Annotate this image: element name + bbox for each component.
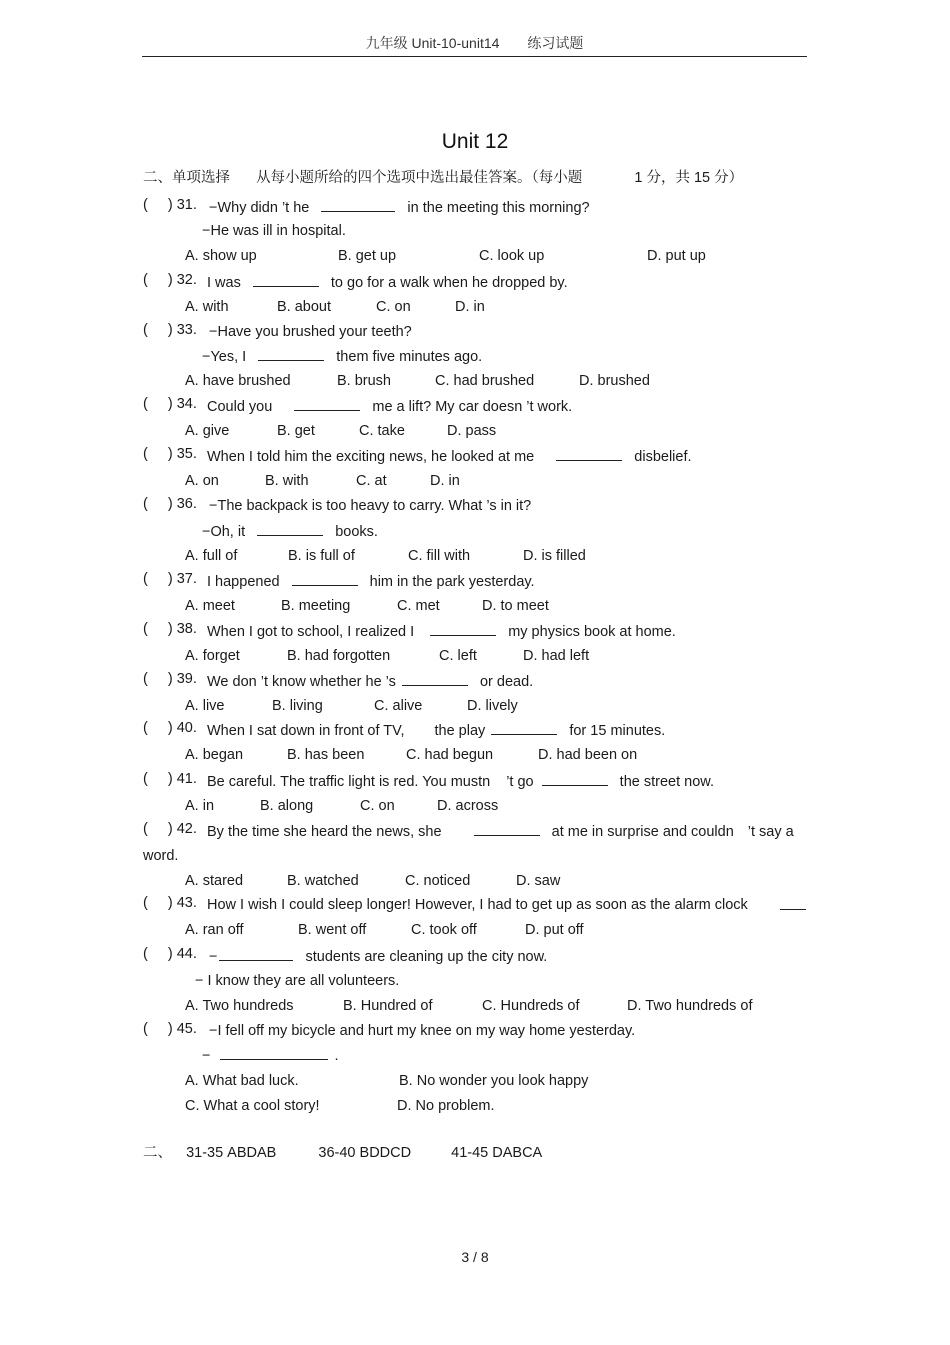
option-a: A. What bad luck. bbox=[185, 1073, 299, 1089]
answer-blank bbox=[491, 720, 557, 735]
option-b: B. living bbox=[272, 698, 323, 714]
option-c: C. take bbox=[359, 423, 405, 439]
answer-paren: ( ) 34. bbox=[143, 396, 197, 412]
option-a: A. have brushed bbox=[185, 373, 291, 389]
question-33: −Have you brushed your teeth? bbox=[209, 324, 412, 340]
answer-paren: ( ) 40. bbox=[143, 720, 197, 736]
option-a: A. on bbox=[185, 473, 219, 489]
answer-paren: ( ) 32. bbox=[143, 272, 197, 288]
answer-paren: ( ) 44. bbox=[143, 946, 197, 962]
question-45: −I fell off my bicycle and hurt my knee on my way home yesterday. bbox=[209, 1023, 636, 1039]
answer-paren: ( ) 39. bbox=[143, 671, 197, 687]
page-title: Unit 12 bbox=[441, 130, 509, 153]
option-c: C. met bbox=[397, 598, 440, 614]
question-36: −The backpack is too heavy to carry. What ’s in it? bbox=[209, 498, 532, 514]
option-b: B. watched bbox=[287, 873, 359, 889]
option-a: A. live bbox=[185, 698, 225, 714]
option-d: D. saw bbox=[516, 873, 561, 889]
answer-paren: ( ) 33. bbox=[143, 322, 197, 338]
option-a: A. in bbox=[185, 798, 215, 814]
question-42-continued: word. bbox=[143, 848, 179, 864]
answer-blank bbox=[542, 771, 608, 786]
option-d: D. brushed bbox=[579, 373, 650, 389]
answer-blank bbox=[556, 446, 622, 461]
answer-paren: ( ) 35. bbox=[143, 446, 197, 462]
answer-paren: ( ) 42. bbox=[143, 821, 197, 837]
answer-paren: ( ) 41. bbox=[143, 771, 197, 787]
option-c: C. What a cool story! bbox=[185, 1098, 320, 1114]
option-a: A. forget bbox=[185, 648, 240, 664]
page-header bbox=[142, 32, 807, 57]
option-d: D. in bbox=[430, 473, 460, 489]
question-35: When I told him the exciting news, he looked at me disbelief. bbox=[207, 446, 692, 467]
question-33-response: −Yes, I them five minutes ago. bbox=[202, 346, 482, 367]
option-a: A. with bbox=[185, 299, 229, 315]
answer-paren: ( ) 38. bbox=[143, 621, 197, 637]
header-right: 练习试题 bbox=[527, 35, 584, 51]
option-c: C. alive bbox=[374, 698, 423, 714]
option-b: B. along bbox=[260, 798, 314, 814]
option-c: C. at bbox=[356, 473, 387, 489]
answer-blank bbox=[220, 1045, 328, 1060]
option-d: D. in bbox=[455, 299, 485, 315]
option-b: B. with bbox=[265, 473, 309, 489]
option-d: D. is filled bbox=[523, 548, 586, 564]
answer-blank bbox=[292, 571, 358, 586]
answer-paren: ( ) 37. bbox=[143, 571, 197, 587]
answer-blank bbox=[294, 396, 360, 411]
question-32: I was to go for a walk when he dropped by. bbox=[207, 272, 568, 293]
option-d: D. put up bbox=[647, 248, 706, 264]
option-c: C. had begun bbox=[406, 747, 494, 763]
option-d: D. to meet bbox=[482, 598, 549, 614]
option-a: A. Two hundreds bbox=[185, 998, 294, 1014]
option-c: C. fill with bbox=[408, 548, 471, 564]
option-b: B. brush bbox=[337, 373, 391, 389]
option-c: C. noticed bbox=[405, 873, 471, 889]
answer-blank bbox=[253, 272, 319, 287]
option-d: D. lively bbox=[467, 698, 518, 714]
option-a: A. ran off bbox=[185, 922, 244, 938]
question-31-response: −He was ill in hospital. bbox=[202, 223, 346, 239]
answer-blank bbox=[321, 197, 395, 212]
answer-paren: ( ) 45. bbox=[143, 1021, 197, 1037]
option-d: D. pass bbox=[447, 423, 497, 439]
question-37: I happened him in the park yesterday. bbox=[207, 571, 535, 592]
option-c: C. Hundreds of bbox=[482, 998, 580, 1014]
option-b: B. Hundred of bbox=[343, 998, 433, 1014]
option-d: D. Two hundreds of bbox=[627, 998, 753, 1014]
answer-key: 二、 31-35 ABDAB 36-40 BDDCD 41-45 DABCA bbox=[143, 1145, 543, 1161]
question-44-response: − I know they are all volunteers. bbox=[195, 973, 400, 989]
answer-blank bbox=[257, 521, 323, 536]
question-43: How I wish I could sleep longer! However, I had to get up as soon as the alarm clock bbox=[207, 897, 748, 913]
option-d: D. put off bbox=[525, 922, 584, 938]
section-heading: 二、单项选择 从每小题所给的四个选项中选出最佳答案。（每小题 1 分，共 15 分） bbox=[143, 170, 744, 186]
answer-blank bbox=[430, 621, 496, 636]
question-41: Be careful. The traffic light is red. You mustn ’t go the street now. bbox=[207, 771, 714, 792]
option-c: C. look up bbox=[479, 248, 545, 264]
question-34: Could you me a lift? My car doesn ’t work. bbox=[207, 396, 572, 417]
option-b: B. has been bbox=[287, 747, 365, 763]
option-a: A. stared bbox=[185, 873, 244, 889]
answer-paren: ( ) 36. bbox=[143, 496, 197, 512]
option-c: C. had brushed bbox=[435, 373, 535, 389]
question-38: When I got to school, I realized I my physics book at home. bbox=[207, 621, 676, 642]
question-36-response: −Oh, it books. bbox=[202, 521, 378, 542]
answer-blank bbox=[402, 671, 468, 686]
option-a: A. meet bbox=[185, 598, 235, 614]
option-a: A. began bbox=[185, 747, 244, 763]
option-c: C. took off bbox=[411, 922, 477, 938]
answer-blank bbox=[780, 909, 806, 910]
option-b: B. went off bbox=[298, 922, 367, 938]
question-42: By the time she heard the news, she at me in surprise and couldn ’t say a bbox=[207, 821, 794, 842]
option-c: C. on bbox=[360, 798, 395, 814]
option-b: B. No wonder you look happy bbox=[399, 1073, 589, 1089]
option-b: B. get up bbox=[338, 248, 397, 264]
answer-blank bbox=[258, 346, 324, 361]
option-c: C. left bbox=[439, 648, 477, 664]
question-44: − students are cleaning up the city now. bbox=[209, 946, 547, 967]
answer-blank bbox=[474, 821, 540, 836]
option-d: D. had been on bbox=[538, 747, 638, 763]
question-39: We don ’t know whether he ’s or dead. bbox=[207, 671, 533, 692]
option-a: A. show up bbox=[185, 248, 257, 264]
option-a: A. give bbox=[185, 423, 230, 439]
question-31: −Why didn ’t he in the meeting this morning? bbox=[209, 197, 590, 218]
option-c: C. on bbox=[376, 299, 411, 315]
option-b: B. is full of bbox=[288, 548, 355, 564]
option-d: D. No problem. bbox=[397, 1098, 495, 1114]
option-b: B. had forgotten bbox=[287, 648, 391, 664]
answer-blank bbox=[219, 946, 293, 961]
header-left: 九年级 Unit-10-unit14 bbox=[365, 35, 500, 51]
answer-paren: ( ) 31. bbox=[143, 197, 197, 213]
question-40: When I sat down in front of TV, the play for 15 minutes. bbox=[207, 720, 665, 741]
option-b: B. about bbox=[277, 299, 332, 315]
answer-paren: ( ) 43. bbox=[143, 895, 197, 911]
option-d: D. had left bbox=[523, 648, 590, 664]
option-a: A. full of bbox=[185, 548, 238, 564]
option-b: B. get bbox=[277, 423, 315, 439]
page-number: 3 / 8 bbox=[461, 1249, 489, 1265]
option-d: D. across bbox=[437, 798, 499, 814]
option-b: B. meeting bbox=[281, 598, 351, 614]
question-45-response: − . bbox=[202, 1045, 339, 1066]
